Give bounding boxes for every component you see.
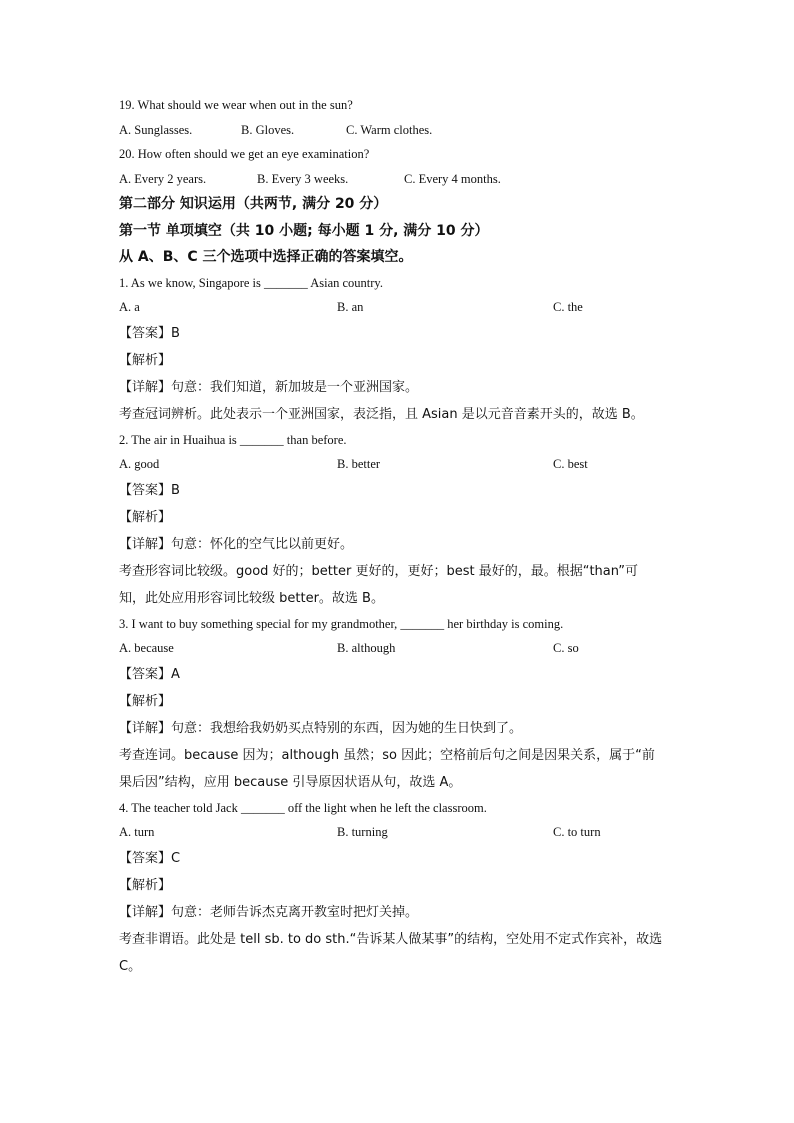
document-page — [119, 93, 679, 980]
question-1-detail: 【详解】句意：我们知道，新加坡是一个亚洲国家。 — [119, 379, 419, 395]
question-2-option-a: A. good — [119, 457, 160, 471]
question-4-answer: 【答案】C — [119, 850, 181, 866]
question-3-explanation: 考查连词。because 因为；although 虽然；so 因此；空格前后句之间是因果关系，属于“前果后因”结构，应用 because 引导原因状语从句，故选 A。 — [119, 747, 655, 790]
question-2-options — [119, 452, 679, 477]
question-1-explanation: 考查冠词辨析。此处表示一个亚洲国家，表泛指，且 Asian 是以元音音素开头的，故选 B。 — [119, 406, 644, 422]
question-2-detail: 【详解】句意：怀化的空气比以前更好。 — [119, 536, 354, 552]
question-4-option-c: C. to turn — [553, 825, 601, 839]
question-1-option-a: A. a — [119, 300, 140, 314]
question-1-analysis-label: 【解析】 — [119, 352, 172, 368]
question-3-stem: 3. I want to buy something special for my grandmother, _______ her birthday is coming. — [119, 616, 564, 631]
question-19-options — [119, 118, 679, 143]
question-19-option-a: A. Sunglasses. — [119, 122, 193, 137]
question-20-option-b: B. Every 3 weeks. — [257, 171, 349, 186]
question-3-option-b: B. although — [337, 641, 396, 655]
question-1-stem: 1. As we know, Singapore is _______ Asian country. — [119, 275, 383, 290]
question-3-options — [119, 636, 679, 661]
question-1-answer: 【答案】B — [119, 325, 180, 341]
question-2-explanation: 考查形容词比较级。good 好的；better 更好的，更好；best 最好的，最。根据“than”可知，此处应用形容词比较级 better。故选 B。 — [119, 563, 639, 606]
question-4-option-a: A. turn — [119, 825, 155, 839]
question-2-stem: 2. The air in Huaihua is _______ than before. — [119, 432, 347, 447]
instruction-heading: 从 A、B、C 三个选项中选择正确的答案填空。 — [119, 249, 413, 265]
question-1-options — [119, 295, 679, 320]
question-2-answer: 【答案】B — [119, 482, 180, 498]
question-4-option-b: B. turning — [337, 825, 388, 839]
question-2-option-c: C. best — [553, 457, 588, 471]
question-3-option-a: A. because — [119, 641, 174, 655]
question-19-stem: 19. What should we wear when out in the sun? — [119, 98, 353, 112]
question-2-option-b: B. better — [337, 457, 381, 471]
section-one-heading: 第一节 单项填空（共 10 小题; 每小题 1 分, 满分 10 分） — [119, 222, 489, 239]
question-19-option-b: B. Gloves. — [241, 122, 295, 137]
part-two-heading: 第二部分 知识运用（共两节, 满分 20 分） — [119, 196, 388, 212]
question-4-detail: 【详解】句意：老师告诉杰克离开教室时把灯关掉。 — [119, 904, 419, 920]
question-20-stem: 20. How often should we get an eye examination? — [119, 147, 370, 161]
question-20-options — [119, 167, 679, 192]
question-3-detail: 【详解】句意：我想给我奶奶买点特别的东西，因为她的生日快到了。 — [119, 720, 523, 736]
question-4-options — [119, 820, 679, 845]
question-4-stem: 4. The teacher told Jack _______ off the light when he left the classroom. — [119, 800, 487, 815]
question-20-option-c: C. Every 4 months. — [404, 171, 501, 186]
question-1-option-b: B. an — [337, 300, 364, 314]
question-1-option-c: C. the — [553, 300, 583, 314]
question-3-answer: 【答案】A — [119, 666, 180, 682]
question-3-analysis-label: 【解析】 — [119, 693, 172, 709]
question-20-option-a: A. Every 2 years. — [119, 171, 207, 186]
question-4-analysis-label: 【解析】 — [119, 877, 172, 893]
question-2-analysis-label: 【解析】 — [119, 509, 172, 525]
question-4-explanation: 考查非谓语。此处是 tell sb. to do sth.“告诉某人做某事”的结构，空处用不定式作宾补，故选 C。 — [119, 931, 663, 974]
question-3-option-c: C. so — [553, 641, 579, 655]
question-19-option-c: C. Warm clothes. — [346, 122, 433, 137]
